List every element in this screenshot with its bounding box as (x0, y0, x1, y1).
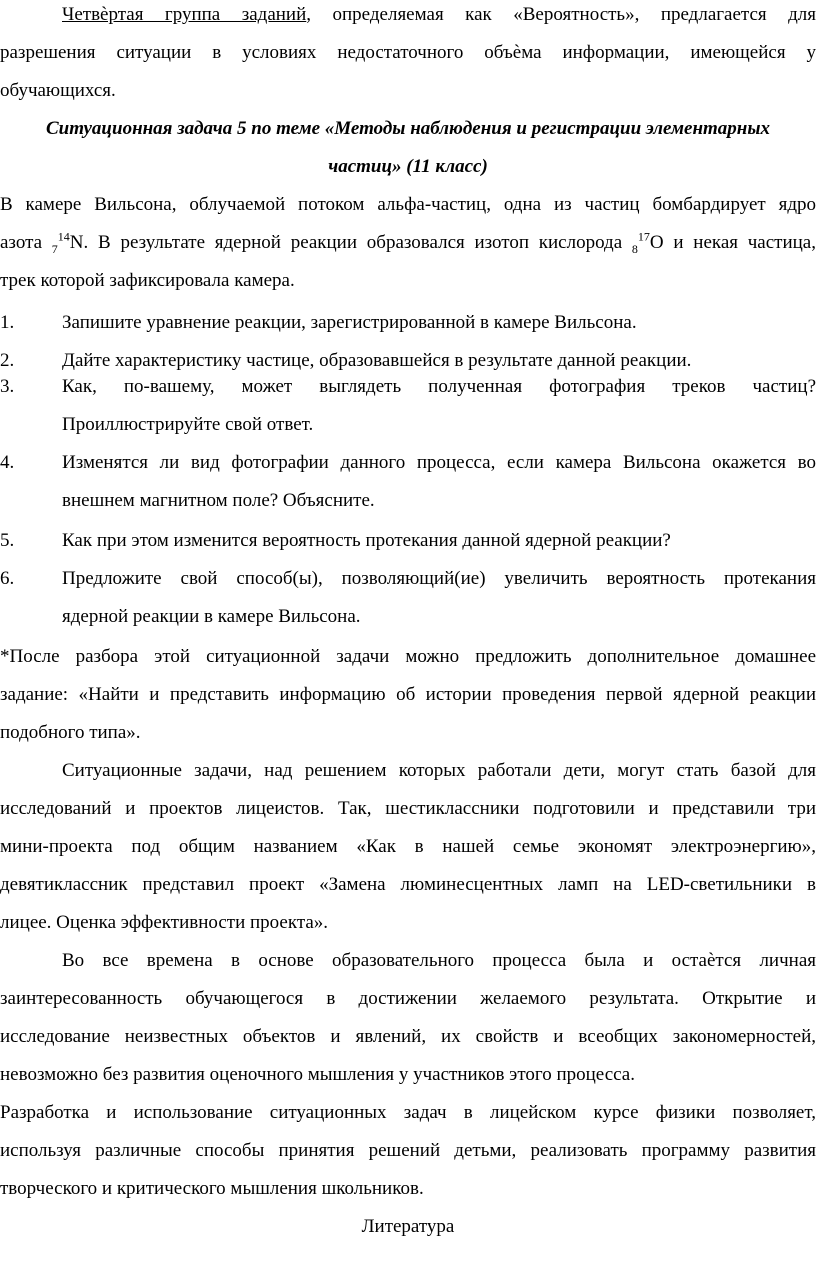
question-2-number: 2. (0, 350, 15, 371)
question-4-number: 4. (0, 452, 15, 473)
condition-text-c: O и некая частица, (649, 232, 816, 253)
question-6-text-line-2: ядерной реакции в камере Вильсона. (62, 606, 361, 627)
para2-line-2: заинтересованность обучающегося в достижении желаемого результата. Открытие и (0, 988, 816, 1009)
intro-line-2: разрешения ситуации в условиях недостаточного объѐма информации, имеющейся у (0, 42, 816, 63)
condition-line-3: трек которой зафиксировала камера. (0, 270, 295, 291)
nitrogen-mass: 14 (57, 229, 70, 244)
oxygen-mass: 17 (637, 229, 650, 244)
condition-text-a: азота (0, 232, 52, 253)
oxygen-charge: 8 (631, 241, 638, 256)
para2-line-4: невозможно без развития оценочного мышления у участников этого процесса. (0, 1064, 635, 1085)
condition-line-2 (0, 229, 816, 256)
para2-line-1: Во все времена в основе образовательного процесса была и остаѐтся личная (62, 950, 816, 971)
intro-line-3: обучающихся. (0, 80, 116, 101)
para3-line-2: используя различные способы принятия решений детьми, реализовать программу развития (0, 1140, 816, 1161)
para1-line-4: девятиклассник представил проект «Замена люминесцентных ламп на LED-светильники в (0, 874, 816, 895)
question-3-number: 3. (0, 376, 15, 397)
question-3-text-line-1: Как, по-вашему, может выглядеть полученная фотография треков частиц? (62, 376, 816, 397)
para2-line-3: исследование неизвестных объектов и явлений, их свойств и всеобщих закономерностей, (0, 1026, 816, 1047)
question-6-text-line-1: Предложите свой способ(ы), позволяющий(ие) увеличить вероятность протекания (62, 568, 816, 589)
para1-line-3: мини-проекта под общим названием «Как в нашей семье экономят электроэнергию», (0, 836, 816, 857)
question-5-text: Как при этом изменится вероятность протекания данной ядерной реакции? (62, 530, 671, 551)
para1-line-5: лицее. Оценка эффективности проекта». (0, 912, 329, 933)
intro-line-1 (62, 4, 816, 26)
intro-line-1-rest: , определяемая как «Вероятность», предлагается для (306, 4, 816, 25)
question-6-number: 6. (0, 568, 15, 589)
task-title-line-1: Ситуационная задача 5 по теме «Методы наблюдения и регистрации элементарных (45, 118, 771, 139)
question-5-number: 5. (0, 530, 15, 551)
question-3-text-line-2: Проиллюстрируйте свой ответ. (62, 414, 314, 435)
nitrogen-charge: 7 (51, 241, 58, 256)
question-1-text: Запишите уравнение реакции, зарегистрированной в камере Вильсона. (62, 312, 637, 333)
task-title-line-2: частиц» (11 класс) (328, 156, 488, 177)
intro-underlined: Четвѐртая группа заданий (62, 4, 307, 25)
para1-line-2: исследований и проектов лицеистов. Так, шестиклассники подготовили и представили три (0, 798, 816, 819)
para1-line-1: Ситуационные задачи, над решением которых работали дети, могут стать базой для (62, 760, 816, 781)
question-4-text-line-1: Изменятся ли вид фотографии данного процесса, если камера Вильсона окажется во (62, 452, 816, 473)
literature-heading: Литература (361, 1216, 455, 1237)
question-1-number: 1. (0, 312, 15, 333)
note-line-1: *После разбора этой ситуационной задачи можно предложить дополнительное домашнее (0, 646, 816, 667)
condition-line-1: В камере Вильсона, облучаемой потоком альфа-частиц, одна из частиц бомбардирует ядро (0, 194, 816, 215)
para3-line-1: Разработка и использование ситуационных задач в лицейском курсе физики позволяет, (0, 1102, 816, 1123)
question-2-text: Дайте характеристику частице, образовавшейся в результате данной реакции. (62, 350, 692, 371)
condition-text-b: N. В результате ядерной реакции образовался изотоп кислорода (69, 232, 632, 253)
note-line-2: задание: «Найти и представить информацию об истории проведения первой ядерной реакции (0, 684, 816, 705)
note-line-3: подобного типа». (0, 722, 141, 743)
para3-line-3: творческого и критического мышления школьников. (0, 1178, 424, 1199)
question-4-text-line-2: внешнем магнитном поле? Объясните. (62, 490, 375, 511)
